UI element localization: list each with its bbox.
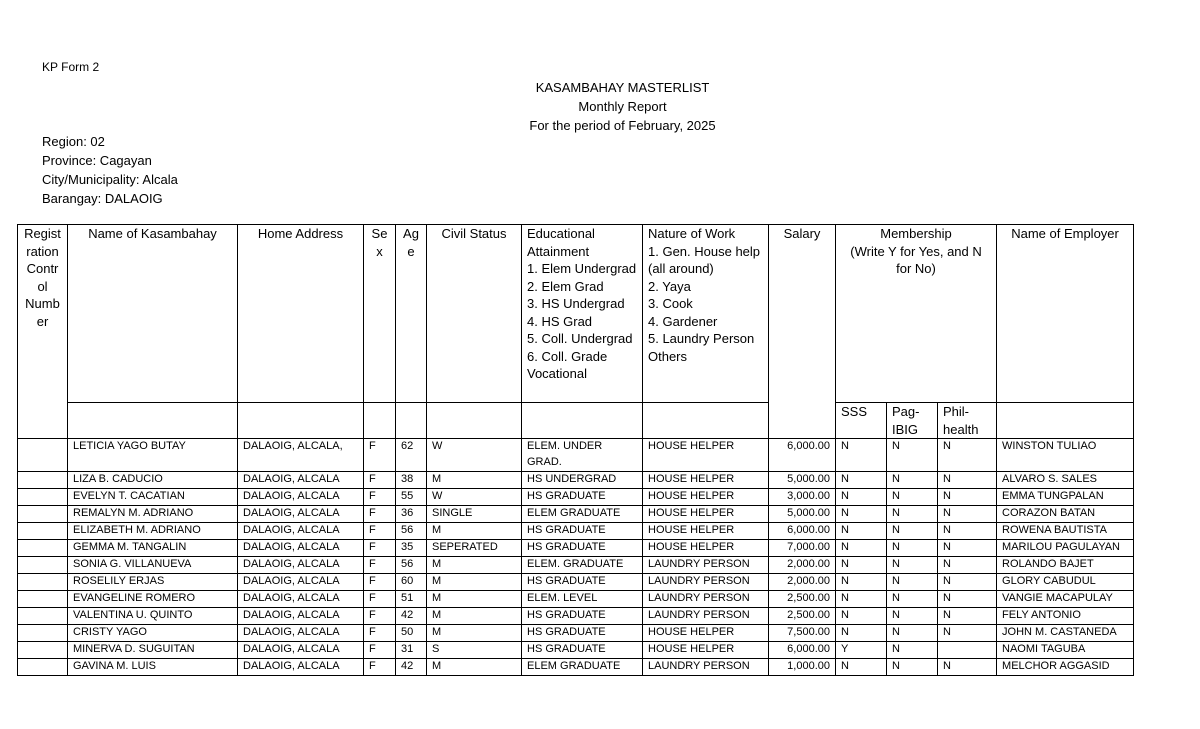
cell-sss: N <box>836 557 887 574</box>
cell-name: VALENTINA U. QUINTO <box>68 608 238 625</box>
cell-reg <box>18 439 68 472</box>
cell-philhealth: N <box>938 608 997 625</box>
cell-reg <box>18 489 68 506</box>
cell-philhealth: N <box>938 439 997 472</box>
cell-reg <box>18 472 68 489</box>
cell-pagibig: N <box>887 540 938 557</box>
cell-employer: JOHN M. CASTANEDA <box>997 625 1134 642</box>
cell-pagibig: N <box>887 642 938 659</box>
cell-salary: 2,500.00 <box>769 591 836 608</box>
cell-philhealth: N <box>938 506 997 523</box>
cell-age: 35 <box>396 540 427 557</box>
cell-sss: N <box>836 489 887 506</box>
cell-address: DALAOIG, ALCALA <box>238 557 364 574</box>
cell-name: GEMMA M. TANGALIN <box>68 540 238 557</box>
cell-education: ELEM. LEVEL <box>522 591 643 608</box>
header-edu-blank <box>522 403 643 439</box>
cell-civil-status: W <box>427 439 522 472</box>
cell-name: LETICIA YAGO BUTAY <box>68 439 238 472</box>
cell-pagibig: N <box>887 489 938 506</box>
table-row <box>18 557 1134 574</box>
cell-education: HS GRADUATE <box>522 523 643 540</box>
header-membership: Membership (Write Y for Yes, and N for No) <box>836 225 997 403</box>
table-row <box>18 591 1134 608</box>
cell-education: ELEM. UNDER GRAD. <box>522 439 643 472</box>
cell-education: HS GRADUATE <box>522 574 643 591</box>
cell-reg <box>18 591 68 608</box>
masterlist-table <box>17 224 1134 676</box>
cell-salary: 2,500.00 <box>769 608 836 625</box>
cell-sex: F <box>364 506 396 523</box>
cell-name: CRISTY YAGO <box>68 625 238 642</box>
cell-sss: N <box>836 574 887 591</box>
report-header <box>0 78 1200 135</box>
header-work-blank <box>643 403 769 439</box>
cell-sss: Y <box>836 642 887 659</box>
cell-salary: 7,500.00 <box>769 625 836 642</box>
cell-education: ELEM. GRADUATE <box>522 557 643 574</box>
cell-sss: N <box>836 506 887 523</box>
cell-philhealth: N <box>938 472 997 489</box>
table-row <box>18 472 1134 489</box>
cell-sex: F <box>364 540 396 557</box>
cell-address: DALAOIG, ALCALA <box>238 625 364 642</box>
cell-address: DALAOIG, ALCALA <box>238 489 364 506</box>
cell-pagibig: N <box>887 625 938 642</box>
cell-work: LAUNDRY PERSON <box>643 608 769 625</box>
header-educational-attainment: Educational Attainment 1. Elem Undergrad 2. Elem Grad 3. HS Undergrad 4. HS Grad 5. Coll. Undergrad 6. Coll. Grade Vocational <box>522 225 643 403</box>
cell-address: DALAOIG, ALCALA <box>238 540 364 557</box>
cell-sex: F <box>364 625 396 642</box>
cell-sss: N <box>836 625 887 642</box>
cell-work: LAUNDRY PERSON <box>643 574 769 591</box>
header-home-address: Home Address <box>238 225 364 403</box>
cell-philhealth: N <box>938 489 997 506</box>
cell-address: DALAOIG, ALCALA <box>238 608 364 625</box>
cell-philhealth: N <box>938 557 997 574</box>
table-row <box>18 523 1134 540</box>
cell-salary: 7,000.00 <box>769 540 836 557</box>
cell-civil-status: M <box>427 523 522 540</box>
cell-reg <box>18 574 68 591</box>
cell-sss: N <box>836 608 887 625</box>
table-row <box>18 659 1134 676</box>
cell-civil-status: M <box>427 659 522 676</box>
cell-civil-status: SEPERATED <box>427 540 522 557</box>
cell-age: 51 <box>396 591 427 608</box>
cell-work: HOUSE HELPER <box>643 439 769 472</box>
cell-work: HOUSE HELPER <box>643 540 769 557</box>
cell-civil-status: M <box>427 472 522 489</box>
header-address-blank <box>238 403 364 439</box>
cell-civil-status: SINGLE <box>427 506 522 523</box>
cell-employer: ROWENA BAUTISTA <box>997 523 1134 540</box>
cell-name: EVELYN T. CACATIAN <box>68 489 238 506</box>
cell-reg <box>18 625 68 642</box>
cell-salary: 6,000.00 <box>769 523 836 540</box>
cell-age: 42 <box>396 608 427 625</box>
table-row <box>18 489 1134 506</box>
cell-civil-status: M <box>427 557 522 574</box>
cell-sex: F <box>364 591 396 608</box>
report-subtitle: Monthly Report <box>578 99 667 114</box>
cell-salary: 1,000.00 <box>769 659 836 676</box>
table-row <box>18 439 1134 472</box>
cell-work: LAUNDRY PERSON <box>643 557 769 574</box>
cell-philhealth <box>938 642 997 659</box>
cell-pagibig: N <box>887 557 938 574</box>
cell-salary: 5,000.00 <box>769 472 836 489</box>
report-period: For the period of February, 2025 <box>529 118 716 133</box>
city-municipality: City/Municipality: Alcala <box>42 172 178 187</box>
header-age: Ag e <box>396 225 427 403</box>
cell-work: HOUSE HELPER <box>643 523 769 540</box>
cell-address: DALAOIG, ALCALA <box>238 591 364 608</box>
cell-employer: MARILOU PAGULAYAN <box>997 540 1134 557</box>
cell-pagibig: N <box>887 659 938 676</box>
cell-work: HOUSE HELPER <box>643 625 769 642</box>
cell-civil-status: M <box>427 625 522 642</box>
cell-age: 50 <box>396 625 427 642</box>
cell-reg <box>18 557 68 574</box>
cell-philhealth: N <box>938 625 997 642</box>
cell-salary: 2,000.00 <box>769 557 836 574</box>
cell-sex: F <box>364 472 396 489</box>
cell-name: SONIA G. VILLANUEVA <box>68 557 238 574</box>
cell-address: DALAOIG, ALCALA <box>238 642 364 659</box>
cell-sex: F <box>364 557 396 574</box>
cell-pagibig: N <box>887 523 938 540</box>
cell-address: DALAOIG, ALCALA <box>238 506 364 523</box>
cell-education: HS GRADUATE <box>522 642 643 659</box>
cell-philhealth: N <box>938 540 997 557</box>
region: Region: 02 <box>42 134 105 149</box>
cell-education: HS GRADUATE <box>522 608 643 625</box>
cell-education: ELEM GRADUATE <box>522 659 643 676</box>
cell-sex: F <box>364 574 396 591</box>
cell-employer: CORAZON BATAN <box>997 506 1134 523</box>
cell-philhealth: N <box>938 574 997 591</box>
cell-sex: F <box>364 608 396 625</box>
table-row <box>18 506 1134 523</box>
cell-work: LAUNDRY PERSON <box>643 659 769 676</box>
cell-name: EVANGELINE ROMERO <box>68 591 238 608</box>
cell-sex: F <box>364 523 396 540</box>
header-name-blank <box>68 403 238 439</box>
cell-salary: 2,000.00 <box>769 574 836 591</box>
cell-reg <box>18 608 68 625</box>
cell-reg <box>18 523 68 540</box>
cell-work: HOUSE HELPER <box>643 642 769 659</box>
cell-work: LAUNDRY PERSON <box>643 591 769 608</box>
cell-employer: ROLANDO BAJET <box>997 557 1134 574</box>
cell-name: REMALYN M. ADRIANO <box>68 506 238 523</box>
cell-sss: N <box>836 439 887 472</box>
cell-sss: N <box>836 659 887 676</box>
cell-salary: 6,000.00 <box>769 439 836 472</box>
cell-sex: F <box>364 642 396 659</box>
cell-pagibig: N <box>887 506 938 523</box>
cell-salary: 3,000.00 <box>769 489 836 506</box>
cell-name: ELIZABETH M. ADRIANO <box>68 523 238 540</box>
cell-pagibig: N <box>887 472 938 489</box>
cell-sss: N <box>836 591 887 608</box>
cell-age: 56 <box>396 557 427 574</box>
cell-employer: GLORY CABUDUL <box>997 574 1134 591</box>
cell-civil-status: M <box>427 608 522 625</box>
header-age-blank <box>396 403 427 439</box>
header-pagibig: Pag- IBIG <box>887 403 938 439</box>
table-row <box>18 608 1134 625</box>
cell-salary: 6,000.00 <box>769 642 836 659</box>
cell-age: 55 <box>396 489 427 506</box>
header-sex: Se x <box>364 225 396 403</box>
header-salary: Salary <box>769 225 836 439</box>
location-block <box>42 132 178 208</box>
cell-sex: F <box>364 489 396 506</box>
cell-employer: NAOMI TAGUBA <box>997 642 1134 659</box>
cell-address: DALAOIG, ALCALA, <box>238 439 364 472</box>
cell-sss: N <box>836 540 887 557</box>
barangay: Barangay: DALAOIG <box>42 191 163 206</box>
cell-sss: N <box>836 472 887 489</box>
cell-civil-status: W <box>427 489 522 506</box>
cell-philhealth: N <box>938 591 997 608</box>
header-employer-blank <box>997 403 1134 439</box>
cell-civil-status: M <box>427 591 522 608</box>
header-registration-control-number: Regist ration Contr ol Numb er <box>18 225 68 439</box>
header-nature-of-work: Nature of Work 1. Gen. House help (all around) 2. Yaya 3. Cook 4. Gardener 5. Laundry Person Others <box>643 225 769 403</box>
cell-age: 38 <box>396 472 427 489</box>
cell-sss: N <box>836 523 887 540</box>
header-sss: SSS <box>836 403 887 439</box>
cell-employer: WINSTON TULIAO <box>997 439 1134 472</box>
cell-employer: EMMA TUNGPALAN <box>997 489 1134 506</box>
cell-education: HS GRADUATE <box>522 540 643 557</box>
cell-age: 31 <box>396 642 427 659</box>
cell-reg <box>18 642 68 659</box>
cell-employer: FELY ANTONIO <box>997 608 1134 625</box>
cell-education: HS GRADUATE <box>522 489 643 506</box>
province: Province: Cagayan <box>42 153 152 168</box>
cell-philhealth: N <box>938 523 997 540</box>
cell-address: DALAOIG, ALCALA <box>238 659 364 676</box>
header-civil-status: Civil Status <box>427 225 522 403</box>
table-row <box>18 642 1134 659</box>
cell-name: ROSELILY ERJAS <box>68 574 238 591</box>
cell-education: ELEM GRADUATE <box>522 506 643 523</box>
cell-address: DALAOIG, ALCALA <box>238 472 364 489</box>
cell-age: 60 <box>396 574 427 591</box>
form-code: KP Form 2 <box>42 60 100 74</box>
header-philhealth: Phil- health <box>938 403 997 439</box>
header-sex-blank <box>364 403 396 439</box>
cell-work: HOUSE HELPER <box>643 472 769 489</box>
cell-name: LIZA B. CADUCIO <box>68 472 238 489</box>
cell-work: HOUSE HELPER <box>643 506 769 523</box>
cell-sex: F <box>364 439 396 472</box>
header-employer: Name of Employer <box>997 225 1134 403</box>
cell-philhealth: N <box>938 659 997 676</box>
table-row <box>18 540 1134 557</box>
cell-address: DALAOIG, ALCALA <box>238 574 364 591</box>
cell-reg <box>18 659 68 676</box>
cell-address: DALAOIG, ALCALA <box>238 523 364 540</box>
cell-pagibig: N <box>887 439 938 472</box>
cell-education: HS GRADUATE <box>522 625 643 642</box>
report-title: KASAMBAHAY MASTERLIST <box>535 80 710 95</box>
cell-civil-status: M <box>427 574 522 591</box>
cell-pagibig: N <box>887 574 938 591</box>
cell-age: 62 <box>396 439 427 472</box>
cell-pagibig: N <box>887 591 938 608</box>
header-civil-blank <box>427 403 522 439</box>
header-name: Name of Kasambahay <box>68 225 238 403</box>
cell-education: HS UNDERGRAD <box>522 472 643 489</box>
cell-civil-status: S <box>427 642 522 659</box>
cell-reg <box>18 506 68 523</box>
cell-employer: MELCHOR AGGASID <box>997 659 1134 676</box>
cell-age: 36 <box>396 506 427 523</box>
cell-pagibig: N <box>887 608 938 625</box>
table-row <box>18 574 1134 591</box>
cell-employer: VANGIE MACAPULAY <box>997 591 1134 608</box>
cell-name: GAVINA M. LUIS <box>68 659 238 676</box>
cell-work: HOUSE HELPER <box>643 489 769 506</box>
cell-employer: ALVARO S. SALES <box>997 472 1134 489</box>
cell-age: 56 <box>396 523 427 540</box>
cell-name: MINERVA D. SUGUITAN <box>68 642 238 659</box>
cell-age: 42 <box>396 659 427 676</box>
cell-reg <box>18 540 68 557</box>
cell-salary: 5,000.00 <box>769 506 836 523</box>
table-row <box>18 625 1134 642</box>
cell-sex: F <box>364 659 396 676</box>
